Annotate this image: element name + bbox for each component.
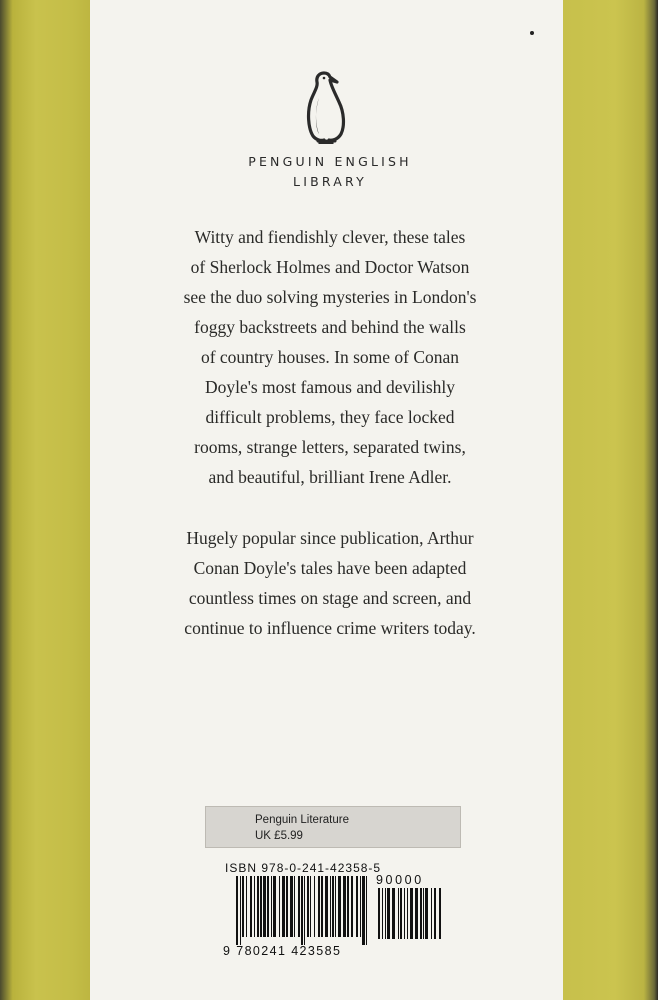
barcode-bar: [347, 876, 349, 937]
barcode-bar: [431, 888, 432, 939]
barcode-bar: [298, 876, 300, 937]
barcode-bar: [301, 876, 303, 945]
barcode-bar: [267, 876, 269, 937]
barcode-bar: [236, 876, 238, 945]
barcode-bar: [254, 876, 255, 937]
barcode-bar: [356, 876, 358, 937]
barcode-bar: [304, 876, 305, 945]
blurb-line: Hugely popular since publication, Arthur: [186, 528, 474, 548]
blurb-line: continue to influence crime writers today.: [184, 618, 476, 638]
barcode-bar: [286, 876, 288, 937]
barcode-bar: [321, 876, 323, 937]
barcode-bar: [410, 888, 413, 939]
barcode-bar: [387, 888, 390, 939]
blurb-line: foggy backstreets and behind the walls: [194, 317, 466, 337]
barcode-bar: [263, 876, 266, 937]
barcode-bar: [434, 888, 436, 939]
barcode-bar: [242, 876, 244, 937]
penguin-icon: [302, 70, 350, 144]
barcode-bar: [307, 876, 309, 937]
price-label: UK £5.99: [255, 830, 303, 842]
barcode-main-bars: [236, 876, 367, 945]
barcode-bar: [279, 876, 280, 937]
isbn-label: ISBN 978-0-241-42358-5: [225, 861, 382, 875]
barcode-addon-bars: [378, 888, 441, 939]
blurb-line: countless times on stage and screen, and: [188, 588, 472, 608]
blurb-line: difficult problems, they face locked: [205, 407, 455, 427]
blurb-text: [140, 222, 520, 643]
series-line-2: LIBRARY: [293, 174, 367, 189]
barcode-bar: [325, 876, 328, 937]
barcode-bar: [398, 888, 399, 939]
blurb-line: Doyle's most famous and devilishly: [204, 377, 456, 397]
blurb-line: see the duo solving mysteries in London's: [183, 287, 477, 307]
barcode-bar: [330, 876, 331, 937]
blurb-line: Conan Doyle's tales have been adapted: [193, 558, 467, 578]
barcode-addon-digits: 90000: [376, 873, 424, 887]
barcode-bar: [425, 888, 428, 939]
barcode-bar: [318, 876, 320, 937]
barcode-bar: [407, 888, 408, 939]
cover-right-band: [563, 0, 658, 1000]
blurb-line: rooms, strange letters, separated twins,: [194, 437, 466, 457]
barcode-bar: [400, 888, 402, 939]
barcode-bar: [378, 888, 380, 939]
barcode-bar: [273, 876, 276, 937]
barcode-bar: [290, 876, 293, 937]
barcode-bar: [420, 888, 422, 939]
barcode-digits: 9 780241 423585: [223, 944, 342, 958]
speck: [530, 31, 534, 35]
barcode: [222, 873, 447, 968]
series-line-1: PENGUIN ENGLISH: [248, 154, 412, 169]
cover-left-band: [0, 0, 90, 1000]
barcode-bar: [314, 876, 315, 937]
price-category: Penguin Literature: [255, 814, 349, 826]
barcode-bar: [351, 876, 353, 937]
blurb-paragraph-2: [140, 523, 520, 643]
blurb-line: of Sherlock Holmes and Doctor Watson: [190, 257, 470, 277]
barcode-bar: [250, 876, 252, 937]
barcode-bar: [271, 876, 272, 937]
barcode-bar: [310, 876, 311, 937]
barcode-bar: [282, 876, 285, 937]
barcode-bar: [260, 876, 262, 937]
blurb-line: and beautiful, brilliant Irene Adler.: [208, 467, 452, 487]
barcode-bar: [439, 888, 441, 939]
barcode-bar: [338, 876, 341, 937]
barcode-bar: [240, 876, 241, 945]
barcode-bar: [415, 888, 418, 939]
barcode-bar: [360, 876, 361, 937]
blurb-line: of country houses. In some of Conan: [200, 347, 460, 367]
blurb-line: Witty and fiendishly clever, these tales: [194, 227, 466, 247]
barcode-bar: [423, 888, 424, 939]
series-title: [190, 152, 470, 192]
blurb-paragraph-1: [140, 222, 520, 492]
barcode-bar: [362, 876, 365, 945]
barcode-bar: [366, 876, 367, 945]
barcode-bar: [294, 876, 295, 937]
barcode-bar: [382, 888, 383, 939]
barcode-bar: [343, 876, 346, 937]
barcode-bar: [392, 888, 395, 939]
barcode-bar: [246, 876, 247, 937]
barcode-bar: [332, 876, 334, 937]
barcode-bar: [404, 888, 405, 939]
barcode-bar: [335, 876, 336, 937]
barcode-bar: [385, 888, 386, 939]
price-box: [205, 806, 461, 848]
barcode-bar: [257, 876, 259, 937]
